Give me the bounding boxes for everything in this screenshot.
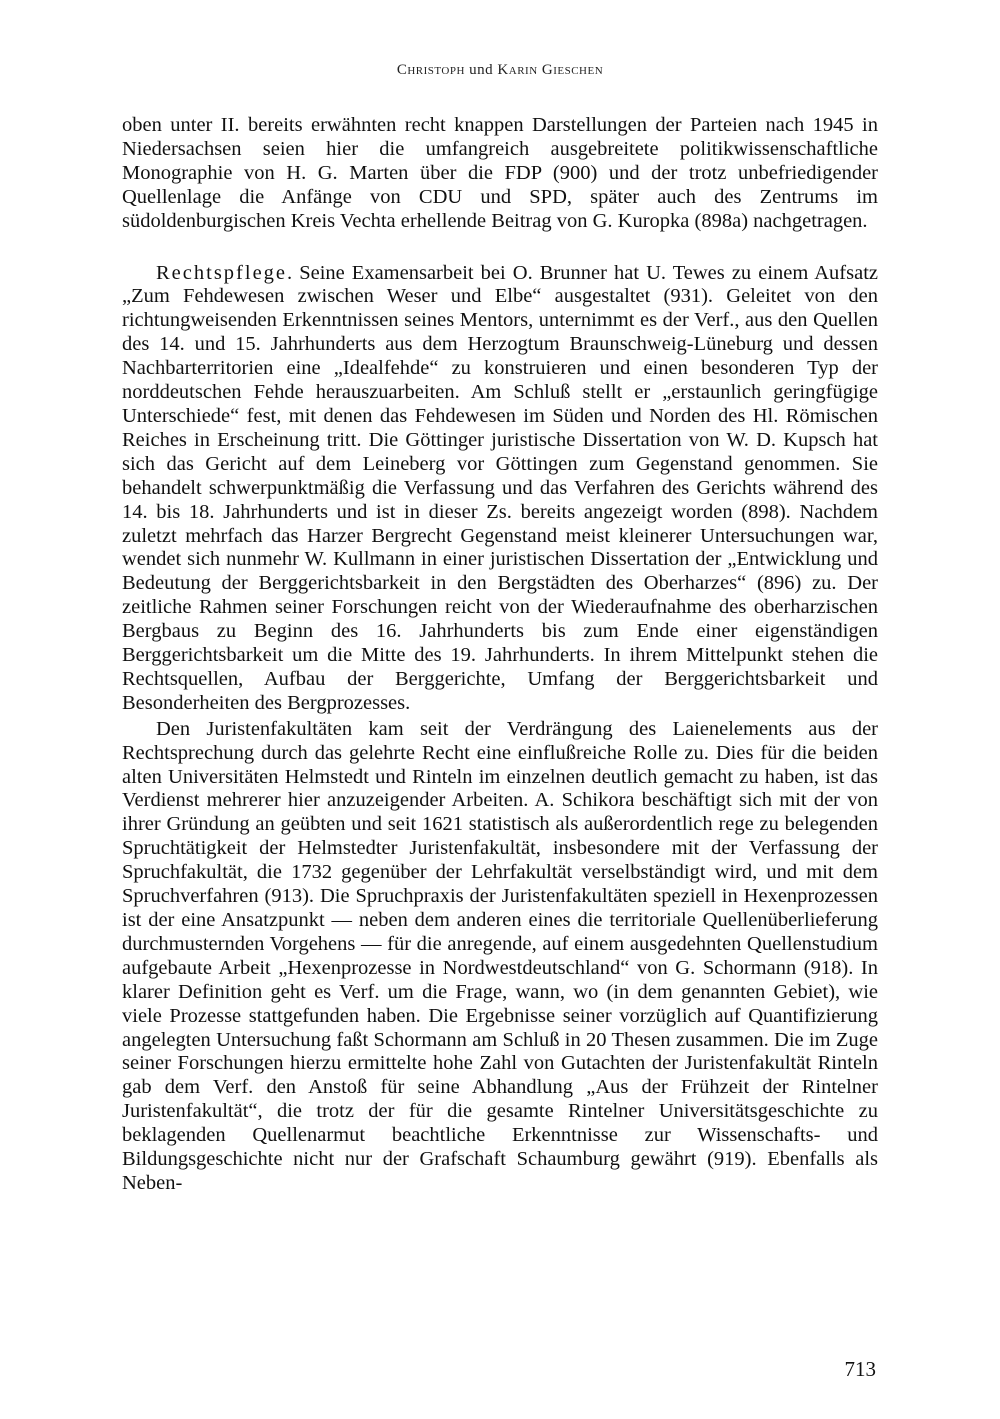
page-number: 713 [844, 1357, 876, 1381]
page-body [122, 114, 878, 1196]
header-first-name: Christoph [396, 62, 465, 78]
section-gap [122, 234, 878, 262]
paragraph-rechtspflege [122, 262, 878, 716]
paragraph-parties: oben unter II. bereits erwähnten recht knappen Darstellungen der Parteien nach 1945 in Niedersachsen seien hier die umfangreich ausgebreitete politikwissenschaftliche Monographie von H. G. Marten über die FDP (900) und der trotz unbefriedigender Quellenlage die Anfänge von CDU und SPD, später auch des Zentrums im südoldenburgischen Kreis Vechta erhellende Beitrag von G. Kuropka (898a) nachgetragen. [122, 114, 878, 232]
header-connector: und [469, 62, 494, 78]
section-heading-rechtspflege: Rechtspflege [156, 261, 288, 284]
paragraph-rechtspflege-body: . Seine Examensarbeit bei O. Brunner hat U. Tewes zu einem Aufsatz „Zum Fehdewesen zwischen Weser und Elbe“ ausgestaltet (931). Geleitet von den richtungweisenden Erkenntnissen seines Mentors, unternimmt es der Verf., aus den Quellen des 14. und 15. Jahrhunderts aus dem Herzogtum Braunschweig-Lüneburg und dessen Nachbarterritorien eine „Idealfehde“ zu konstruieren und einen besonderen Typ der norddeutschen Fehde herauszuarbeiten. Am Schluß stellt er „erstaunlich geringfügige Unterschiede“ fest, mit denen das Fehdewesen im Süden und Norden des Hl. Römischen Reiches in Erscheinung tritt. Die Göttinger juristische Dissertation von W. D. Kupsch hat sich das Gericht auf dem Leineberg vor Göttingen zum Gegenstand genommen. Sie behandelt schwerpunktmäßig die Verfassung und das Verfahren des Gerichts während des 14. bis 18. Jahrhunderts und ist in dieser Zs. bereits angezeigt worden (898). Nachdem zuletzt mehrfach das Harzer Bergrecht Gegenstand meist kleinerer Untersuchungen war, wendet sich nunmehr W. Kullmann in einer juristischen Dissertation der „Entwicklung und Bedeutung der Berggerichtsbarkeit in den Bergstädten des Oberharzes“ (896) zu. Der zeitliche Rahmen seiner Forschungen reicht von der Wiederaufnahme des oberharzischen Bergbaus zu Beginn des 16. Jahrhunderts bis zum Ende einer eigenständigen Berggerichtsbarkeit um die Mitte des 19. Jahrhunderts. In ihrem Mittelpunkt stehen die Rechtsquellen, Aufbau der Berggerichte, Umfang der Berggerichtsbarkeit und Besonderheiten des Bergprozesses. [122, 261, 878, 714]
header-second-name: Karin Gieschen [497, 62, 604, 78]
paragraph-juristenfakultaeten: Den Juristenfakultäten kam seit der Verdrängung des Laienelements aus der Rechtsprechung durch das gelehrte Recht eine einflußreiche Rolle zu. Dies für die beiden alten Universitäten Helmstedt und Rinteln im einzelnen deutlich gemacht zu haben, ist das Verdienst mehrerer hier anzuzeigender Arbeiten. A. Schikora beschäftigt sich mit der von ihrer Gründung an geübten und seit 1621 statistisch als außerordentlich rege zu belegenden Spruchtätigkeit der Helmstedter Juristenfakultät, insbesondere mit der Verfassung der Spruchfakultät, die 1732 gegenüber der Lehrfakultät verselbständigt wird, und mit dem Spruchverfahren (913). Die Spruchpraxis der Juristenfakultäten speziell in Hexenprozessen ist der eine Ansatzpunkt — neben dem anderen eines die territoriale Quellenüberlieferung durchmusternden Vorgehens — für die anregende, auf einem ausgedehnten Quellenstudium aufgebaute Arbeit „Hexenprozesse in Nordwestdeutschland“ von G. Schormann (918). In klarer Definition geht es Verf. um die Frage, wann, wo (in dem genannten Gebiet), wie viele Prozesse stattgefunden haben. Die Ergebnisse seiner vorzüglich auf Quantifizierung angelegten Untersuchung faßt Schormann am Schluß in 20 Thesen zusammen. Die im Zuge seiner Forschungen hierzu ermittelte hohe Zahl von Gutachten der Juristenfakultät Rinteln gab dem Verf. den Anstoß für seine Abhandlung „Aus der Frühzeit der Rintelner Juristenfakultät“, die trotz der für die gesamte Rintelner Universitätsgeschichte zu beklagenden Quellenarmut beachtliche Erkenntnisse zur Wissenschafts- und Bildungsgeschichte nicht nur der Grafschaft Schaumburg gewährt (919). Ebenfalls als Neben- [122, 717, 878, 1194]
running-header [0, 62, 1000, 79]
